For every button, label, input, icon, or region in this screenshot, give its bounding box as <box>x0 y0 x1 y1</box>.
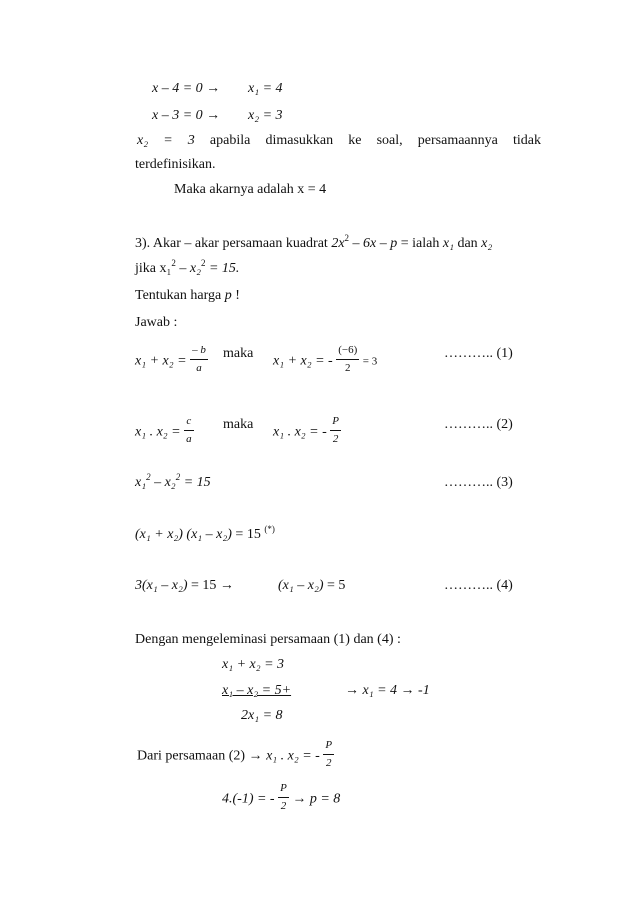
equation-2 <box>135 417 194 448</box>
eq1-result: = 3 <box>362 355 378 368</box>
fraction <box>323 739 334 770</box>
elimination-eq-1: x₁ + x₂ = 3 <box>222 657 285 672</box>
numerator: P <box>323 739 334 755</box>
conj: dan <box>457 236 478 251</box>
numerator: – b <box>190 344 208 360</box>
denominator: a <box>186 433 192 445</box>
final-equation <box>222 784 340 815</box>
equation-line-1-lhs: x – 4 = 0 → <box>152 81 221 96</box>
conclusion-line: Maka akarnya adalah x = 4 <box>174 182 327 197</box>
denominator: 2 <box>344 362 351 374</box>
eq-term: – 6x – p <box>352 236 398 251</box>
eq2-lhs: x₁ . x₂ = <box>135 424 181 440</box>
root-x1: x₁ <box>442 236 454 251</box>
paragraph-line-4: terdefinisikan. <box>135 157 216 172</box>
root-x2: x₂ <box>481 236 493 251</box>
equation-line-2-lhs: x – 3 = 0 → <box>152 108 221 123</box>
denominator: 2 <box>325 757 332 769</box>
word: 3 <box>187 133 195 148</box>
word: ke <box>348 133 362 148</box>
fraction <box>190 344 208 375</box>
from-equation-2 <box>137 741 334 772</box>
maka-1: maka <box>223 346 254 361</box>
eq3-b: – x₂ <box>154 475 176 490</box>
fraction <box>184 415 194 446</box>
find-text: Tentukan harga <box>135 288 222 303</box>
equation-factored <box>135 524 275 543</box>
fraction <box>336 344 359 375</box>
maka-2: maka <box>223 417 254 432</box>
problem-prefix: 3). Akar – akar persamaan kuadrat <box>135 236 328 251</box>
equation-1-rhs <box>273 346 377 377</box>
word: soal, <box>376 133 403 148</box>
find-end: ! <box>235 288 240 303</box>
eq3-c: = 15 <box>183 475 211 490</box>
equation-2-rhs <box>273 417 341 448</box>
word: persamaannya <box>417 133 498 148</box>
elimination-eq-2: x₁ – x₂ = 5+ <box>222 683 292 698</box>
equation-4-lhs <box>135 578 234 594</box>
eq1-lhs: x₁ + x₂ = <box>135 353 187 369</box>
equation-4-rhs <box>278 578 345 594</box>
numerator: P <box>278 782 289 798</box>
problem-3-condition: jika x₁$^2$ – x₂$^2$ = 15. <box>135 258 240 276</box>
denominator: 2 <box>332 433 339 445</box>
eq4-lhs: (x₁ + x₂) (x₁ – x₂) <box>135 527 232 542</box>
from2-eq: x₁ . x₂ = - <box>266 748 320 764</box>
eq5-lhs: 3(x₁ – x₂) <box>135 578 188 593</box>
eq2-rhs: x₁ . x₂ = - <box>273 424 327 440</box>
denominator: 2 <box>280 800 287 812</box>
reference-4: ……….. (4) <box>444 578 513 593</box>
equation-line-2-rhs: x₂ = 3 <box>248 108 283 123</box>
find-var: p <box>224 288 232 303</box>
answer-label: Jawab : <box>135 315 178 330</box>
eq3-a: x₁ <box>135 475 147 490</box>
eq5-rhs-val: = 5 <box>327 578 346 593</box>
problem-3-statement: 3). Akar – akar persamaan kuadrat $2x^2 - 6x$ – p = ialah x₁ dan x₂ <box>135 233 493 251</box>
fraction <box>330 415 341 446</box>
eq4-rhs: = 15 <box>235 527 261 542</box>
word: dimasukkan <box>265 133 334 148</box>
eq1-rhs: x₁ + x₂ = - <box>273 353 333 369</box>
word: tidak <box>512 133 541 148</box>
elimination-intro: Dengan mengeleminasi persamaan (1) dan (4) : <box>135 632 401 647</box>
eq5-mid: = 15 → <box>191 578 234 593</box>
elimination-result: → x₁ = 4 → -1 <box>345 683 430 698</box>
from2-text: Dari persamaan (2) → <box>137 748 263 764</box>
numerator: c <box>184 415 194 431</box>
reference-3: ……….. (3) <box>444 475 513 490</box>
eq-mid: = ialah <box>400 236 440 251</box>
numerator: (−6) <box>336 344 359 360</box>
equation-line-1-rhs: x₁ = 4 <box>248 81 283 96</box>
find-line <box>135 288 240 304</box>
cond-a: jika x₁ <box>135 261 172 276</box>
elimination-sum: 2x₁ = 8 <box>241 708 283 723</box>
paragraph-line-3 <box>137 133 541 149</box>
numerator: P <box>330 415 341 431</box>
final-lhs: 4.(-1) = - <box>222 791 275 807</box>
equation-3: x₁$^2$ – x₂$^2$ = 15 <box>135 472 211 490</box>
fraction <box>278 782 289 813</box>
equation-1 <box>135 346 208 377</box>
final-rhs: → p = 8 <box>292 791 341 807</box>
reference-2: ……….. (2) <box>444 417 513 432</box>
word: = <box>163 133 173 148</box>
cond-b: – x₂ <box>179 261 201 276</box>
word: apabila <box>209 133 251 148</box>
reference-1: ……….. (1) <box>444 346 513 361</box>
eq-term: 2x <box>331 236 345 251</box>
denominator: a <box>196 362 202 374</box>
eq5-rhs: (x₁ – x₂) <box>278 578 324 593</box>
cond-c: = 15. <box>208 261 240 276</box>
footnote-mark: (*) <box>264 524 275 534</box>
word: x₂ <box>137 133 149 148</box>
